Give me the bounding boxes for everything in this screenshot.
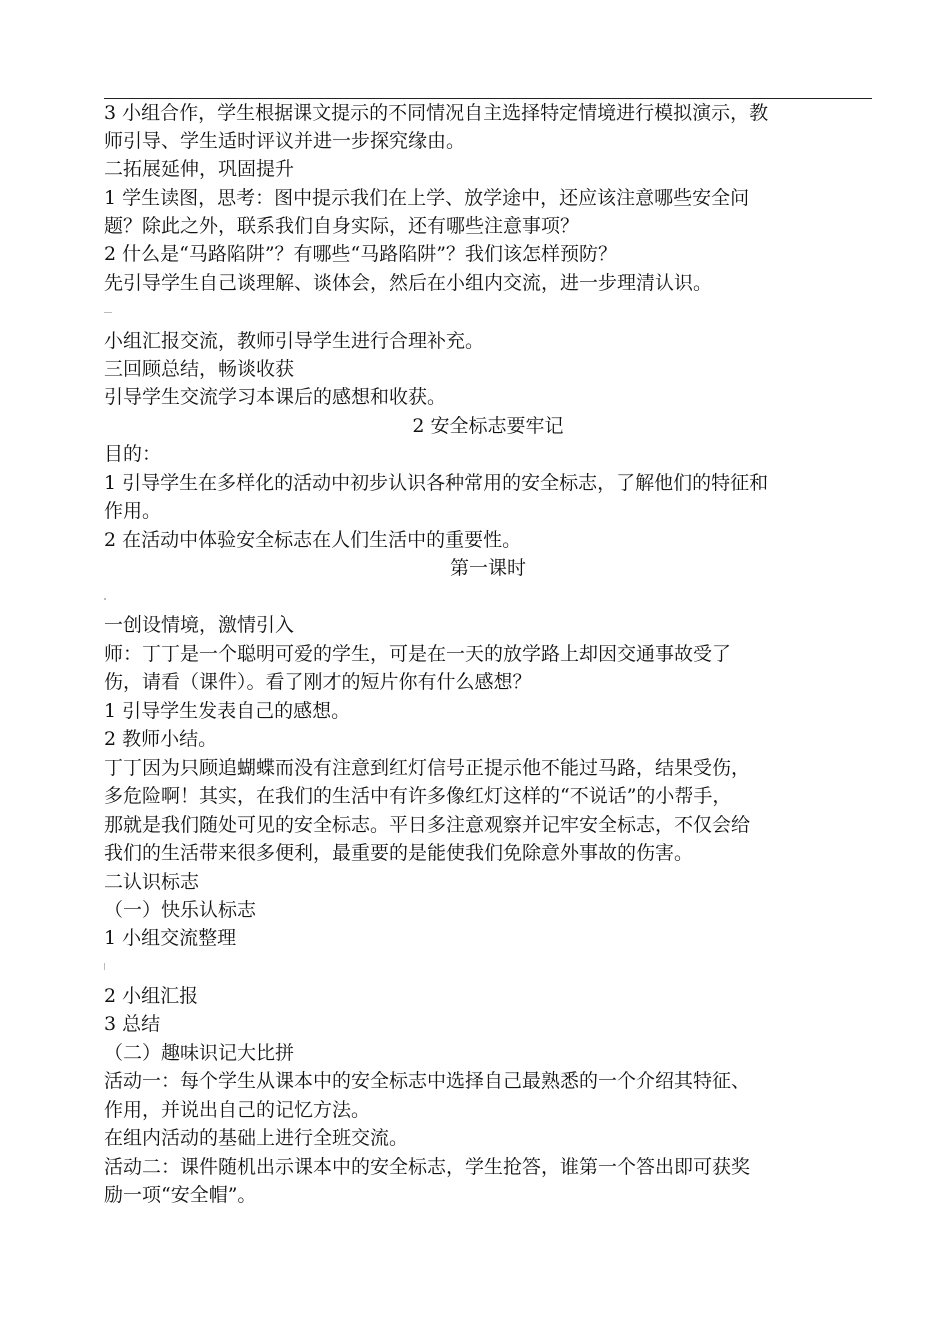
section-heading: 二认识标志 <box>104 871 200 893</box>
text-line: 3 小组合作，学生根据课文提示的不同情况自主选择特定情境进行模拟演示，教 <box>104 102 769 124</box>
text-line: 丁丁因为只顾追蝴蝶而没有注意到红灯信号正提示他不能过马路，结果受伤， <box>104 757 751 779</box>
section-heading: 三回顾总结，畅谈收获 <box>104 358 295 380</box>
section-heading: 二拓展延伸，巩固提升 <box>104 158 295 180</box>
text-line: 我们的生活带来很多便利，最重要的是能使我们免除意外事故的伤害。 <box>104 842 694 864</box>
text-line: 先引导学生自己谈理解、谈体会，然后在小组内交流，进一步理清认识。 <box>104 272 713 294</box>
subsection-heading: （二）趣味识记大比拼 <box>104 1042 295 1064</box>
text-line: 2 小组汇报 <box>104 985 199 1007</box>
stray-mark <box>104 963 105 970</box>
text-line: 引导学生交流学习本课后的感想和收获。 <box>104 386 447 408</box>
text-line: 1 引导学生发表自己的感想。 <box>104 700 351 722</box>
text-line: 题？除此之外，联系我们自身实际，还有哪些注意事项？ <box>104 215 580 237</box>
text-line: 那就是我们随处可见的安全标志。平日多注意观察并记牢安全标志，不仅会给 <box>104 814 751 836</box>
text-line: 活动二：课件随机出示课本中的安全标志，学生抢答，谁第一个答出即可获奖 <box>104 1156 751 1178</box>
section-heading: 一创设情境，激情引入 <box>104 614 295 636</box>
text-line: 3 总结 <box>104 1013 161 1035</box>
text-line: 2 在活动中体验安全标志在人们生活中的重要性。 <box>104 529 522 551</box>
text-line: 伤，请看（课件）。看了刚才的短片你有什么感想？ <box>104 671 532 693</box>
text-line: 师引导、学生适时评议并进一步探究缘由。 <box>104 130 466 152</box>
text-line: 励一项“安全帽”。 <box>104 1184 257 1206</box>
text-line: 2 教师小结。 <box>104 728 218 750</box>
text-line: 1 学生读图，思考：图中提示我们在上学、放学途中，还应该注意哪些安全问 <box>104 187 750 209</box>
text-line: 目的： <box>104 443 162 465</box>
text-line: 作用，并说出自己的记忆方法。 <box>104 1099 371 1121</box>
stray-mark <box>104 598 106 600</box>
text-line: 作用。 <box>104 500 162 522</box>
subsection-heading: （一）快乐认标志 <box>104 899 257 921</box>
header-rule <box>104 98 872 99</box>
text-line: 活动一：每个学生从课本中的安全标志中选择自己最熟悉的一个介绍其特征、 <box>104 1070 751 1092</box>
text-line: 1 引导学生在多样化的活动中初步认识各种常用的安全标志，了解他们的特征和 <box>104 472 769 494</box>
text-line: 师：丁丁是一个聪明可爱的学生，可是在一天的放学路上却因交通事故受了 <box>104 643 732 665</box>
text-line: 1 小组交流整理 <box>104 927 237 949</box>
text-line: 小组汇报交流，教师引导学生进行合理补充。 <box>104 330 485 352</box>
lesson-title: 2 安全标志要牢记 <box>412 415 564 437</box>
period-title: 第一课时 <box>449 557 526 579</box>
text-line: 2 什么是“马路陷阱”？有哪些“马路陷阱”？我们该怎样预防？ <box>104 243 617 265</box>
stray-mark <box>104 312 112 313</box>
text-line: 多危险啊！其实，在我们的生活中有许多像红灯这样的“不说话”的小帮手， <box>104 785 732 807</box>
document-page <box>104 0 872 1344</box>
text-line: 在组内活动的基础上进行全班交流。 <box>104 1127 409 1149</box>
